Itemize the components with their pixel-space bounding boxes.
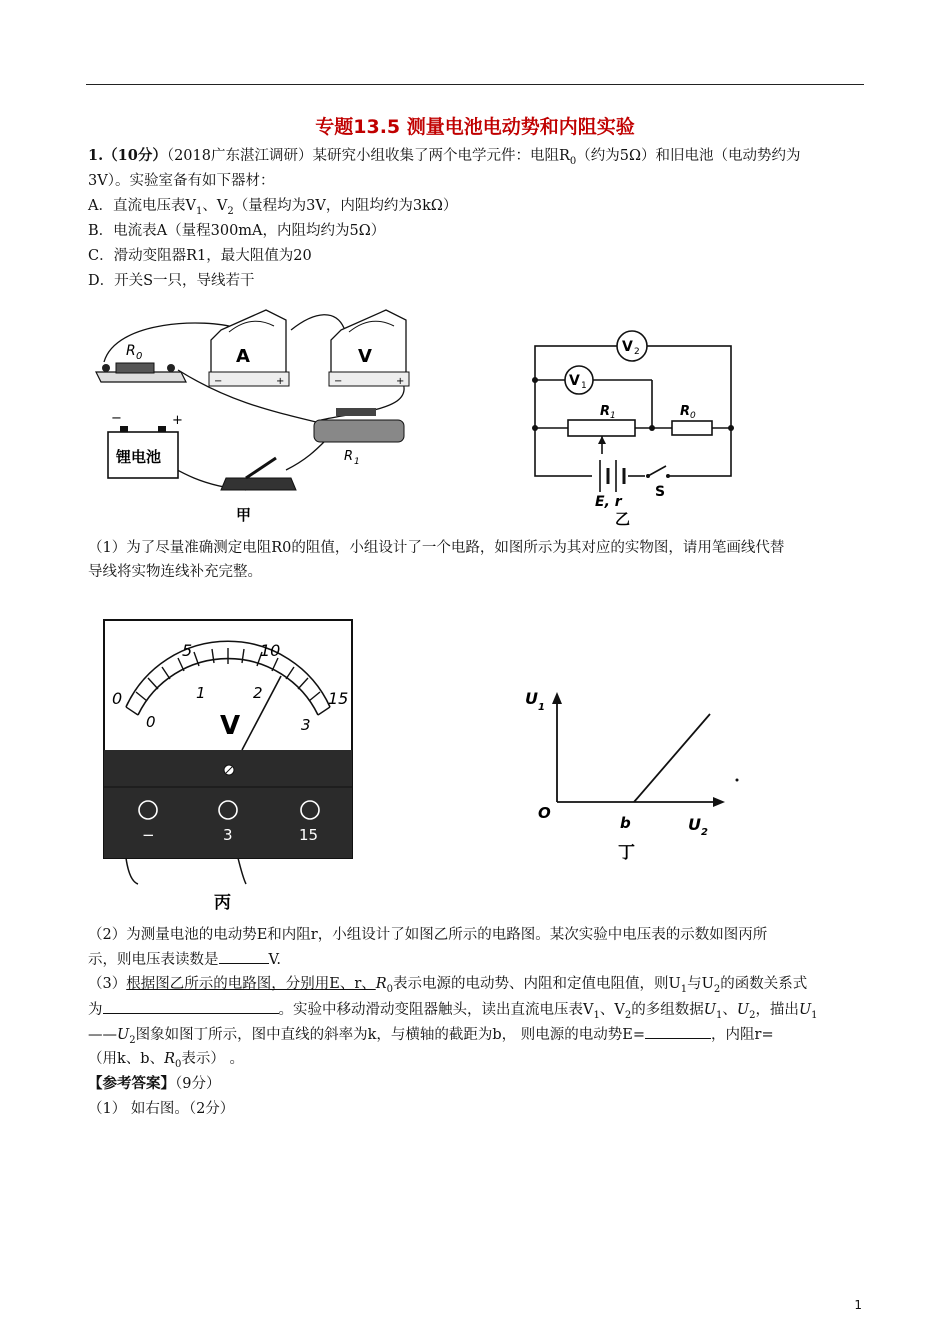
terminal-minus: − — [142, 826, 155, 844]
figure-yi-circuit — [520, 320, 750, 530]
switch — [221, 458, 296, 490]
header-rule — [86, 84, 864, 85]
svg-text:2: 2 — [701, 827, 708, 838]
svg-text:0: 0 — [136, 351, 143, 362]
scale-inner-2: 2 — [253, 684, 263, 702]
svg-text:1: 1 — [354, 457, 360, 467]
part3-line2: 为 。实验中移动滑动变阻器触头，读出直流电压表$V_1$、$V_2$的多组数据$U_1$、$U_2$，描出$U_1$ — [88, 999, 818, 1026]
q1-score: （10分） — [103, 147, 167, 164]
scale-outer-5: 5 — [182, 641, 193, 660]
svg-text:E, r: E, r — [595, 494, 622, 510]
svg-text:2: 2 — [634, 347, 640, 357]
answer-part1: （1） 如右图。（2分） — [88, 1101, 235, 1117]
intercept-b-label: b — [620, 814, 631, 832]
figure-bing-voltmeter — [96, 612, 366, 917]
part3-line1: （3）根据图乙所示的电路图，分别用E、r、$R_0$表示电源的电动势、内阻和定值电阻值，则$U_1$与$U_2$的函数关系式 — [88, 976, 808, 995]
figure-jia-apparatus — [86, 300, 446, 530]
option-c: C．滑动变阻器R1，最大阻值为20 — [88, 248, 312, 264]
y-axis-label: U — [525, 689, 538, 708]
option-d: D．开关S一只，导线若干 — [88, 273, 255, 289]
svg-text:+: + — [172, 413, 183, 428]
caption-jia: 甲 — [236, 506, 252, 524]
svg-text:R: R — [344, 449, 354, 464]
svg-text:1: 1 — [538, 702, 545, 713]
scale-outer-10: 10 — [260, 641, 281, 660]
data-line — [634, 714, 710, 802]
scale-outer-0: 0 — [112, 689, 123, 708]
answer-blank-emf[interactable] — [645, 1024, 711, 1039]
svg-text:1: 1 — [610, 411, 616, 421]
svg-text:R: R — [600, 404, 611, 419]
part3-line4: （用k、b、$R_0$表示） 。 — [88, 1051, 244, 1070]
resistor-r0 — [96, 343, 186, 382]
q1-source: （2018广东湛江调研） — [166, 148, 313, 164]
scale-inner-0: 0 — [146, 713, 156, 731]
svg-text:A: A — [236, 346, 250, 367]
q1-stem-line2: 3V）。实验室备有如下器材： — [88, 173, 275, 189]
meter-letter: V — [220, 711, 241, 741]
scale-inner-1: 1 — [196, 684, 206, 702]
rheostat-r1 — [314, 408, 404, 467]
part1-line2: 导线将实物连线补充完整。 — [88, 564, 262, 580]
option-a: A．直流电压表$V_1$、$V_2$（量程均为3V，内阻均约为3kΩ） — [88, 198, 458, 217]
svg-text:R: R — [126, 343, 136, 359]
page-number: 1 — [854, 1298, 862, 1312]
scale-inner-3: 3 — [301, 716, 311, 734]
svg-text:0: 0 — [690, 411, 696, 421]
scale-outer-15: 15 — [328, 689, 349, 708]
caption-bing: 丙 — [214, 893, 231, 913]
svg-text:−: − — [214, 376, 223, 387]
svg-text:−: − — [111, 411, 122, 426]
ammeter — [209, 310, 289, 387]
part1-line1: （1）为了尽量准确测定电阻R0的阻值，小组设计了一个电路，如图所示为其对应的实物图，请用笔画线代替 — [88, 540, 785, 556]
answer-blank-function[interactable] — [103, 999, 279, 1014]
q1-number: 1. — [88, 147, 104, 164]
svg-text:V: V — [622, 339, 633, 355]
svg-text:+: + — [276, 376, 285, 387]
voltmeter — [329, 310, 409, 387]
origin-label: O — [538, 804, 551, 822]
svg-text:−: − — [334, 376, 343, 387]
figure-ding-graph — [520, 680, 760, 870]
caption-yi: 乙 — [615, 510, 631, 528]
terminal-15: 15 — [299, 826, 319, 844]
svg-text:V: V — [569, 373, 580, 389]
part2-line2: 示，则电压表读数是 V. — [88, 949, 281, 970]
lithium-battery — [108, 411, 183, 478]
caption-ding: 丁 — [618, 843, 635, 863]
svg-text:锂电池: 锂电池 — [116, 448, 162, 466]
answer-heading: 【参考答案】（9分） — [88, 1075, 221, 1092]
page-title: 专题13.5 测量电池电动势和内阻实验 — [315, 116, 635, 138]
svg-text:+: + — [396, 376, 405, 387]
part2-line1: （2）为测量电池的电动势E和内阻r，小组设计了如图乙所示的电路图。某次实验中电压表的示数如图丙所 — [88, 927, 768, 943]
terminal-3: 3 — [223, 826, 233, 844]
part3-line3: $——U_2$图象如图丁所示，图中直线的斜率为k，与横轴的截距为b， 则电源的电动势E= ，内阻r= — [88, 1024, 774, 1051]
answer-blank-voltage[interactable] — [219, 949, 269, 964]
svg-text:1: 1 — [581, 381, 587, 391]
option-b: B．电流表A（量程300mA，内阻均约为5Ω） — [88, 223, 386, 239]
svg-text:V: V — [358, 346, 372, 367]
x-axis-label: U — [688, 815, 701, 834]
q1-stem-line1: 1.（10分）（2018广东湛江调研）某研究小组收集了两个电学元件：电阻$R_0$（约为5Ω）和旧电池（电动势约为 — [88, 147, 801, 167]
svg-text:S: S — [655, 484, 666, 500]
svg-text:R: R — [680, 404, 691, 419]
